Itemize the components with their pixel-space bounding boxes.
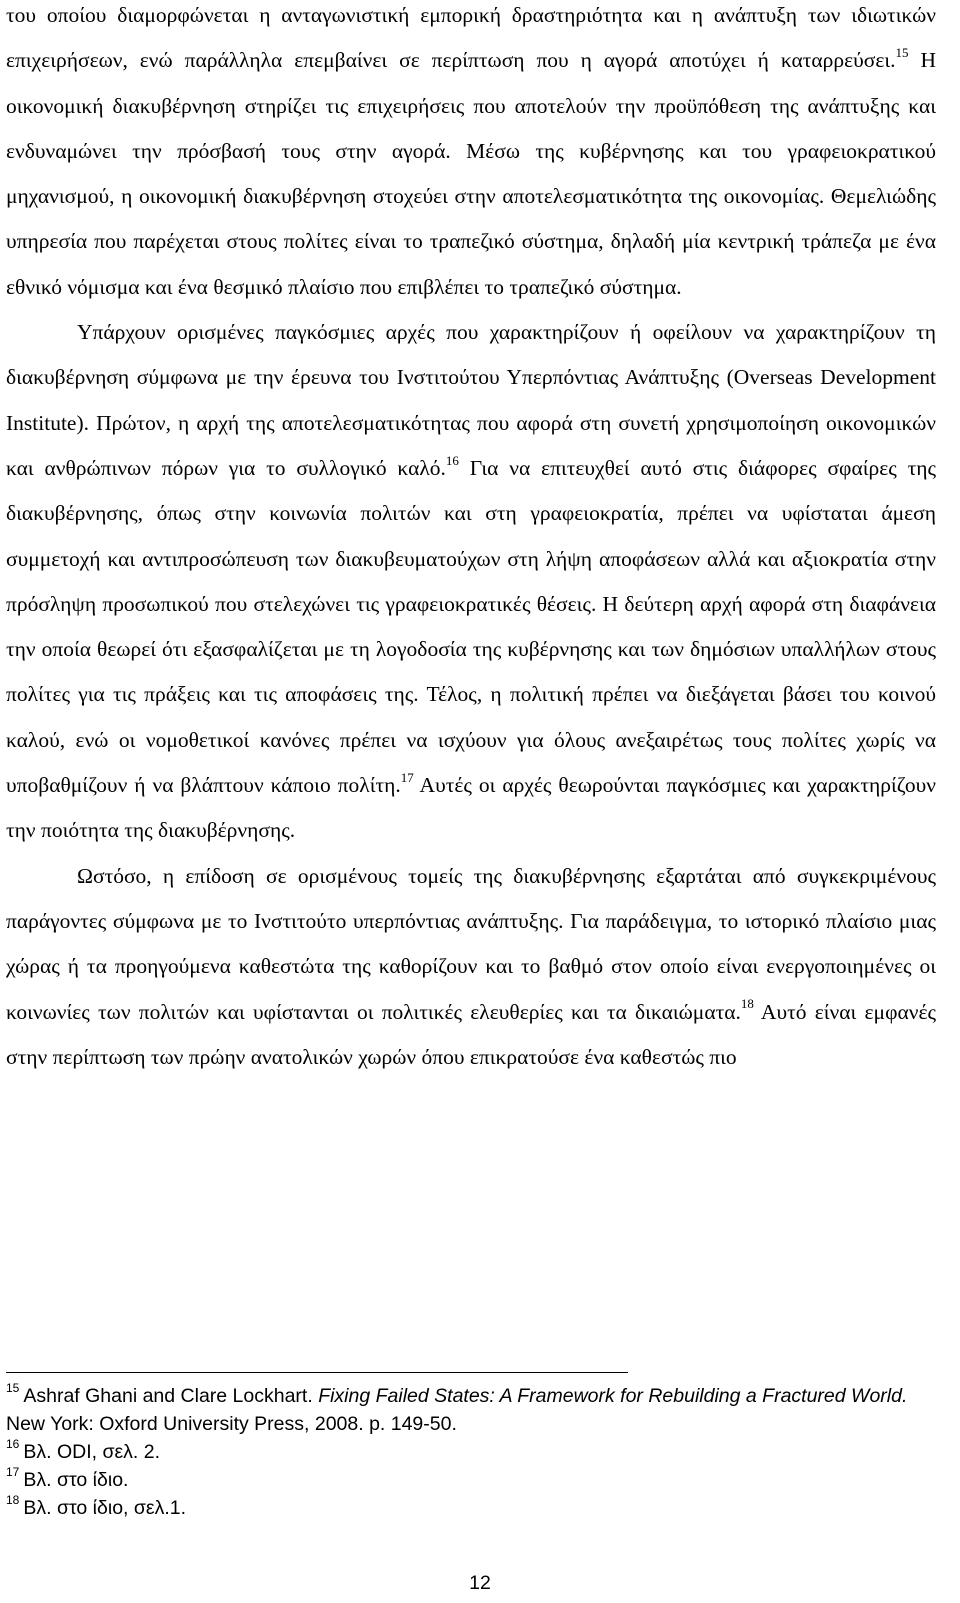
footnote-text: Βλ. ODI, σελ. 2. xyxy=(23,1441,161,1463)
paragraph-2-text-c: Αυτές οι αρχές θεωρούνται παγκόσμιες και χαρακτηρίζουν την ποιότητα της διακυβέρνησης. xyxy=(6,773,936,843)
paragraph-1-text-a: του οποίου διαμορφώνεται η ανταγωνιστική εμπορική δραστηριότητα και η ανάπτυξη των ιδιωτικών επιχειρήσεων, ενώ παράλληλα επεμβαίνει σε περίπτωση που η αγορά αποτύχει ή καταρρεύσει. xyxy=(6,3,936,73)
paragraph-2-text-b: Για να επιτευχθεί αυτό στις διάφορες σφαίρες της διακυβέρνησης, όπως στην κοινωνία πολιτών και στη γραφειοκρατία, πρέπει να υφίσταται άμεση συμμετοχή και αντιπροσώπευση των διακυβευματούχων στη λήψη αποφάσεων αλλά και αξιοκρατία στην πρόσληψη προσωπικού που στελεχώνει τις γραφειοκρατικές θέσεις. Η δεύτερη αρχή αφορά στη διαφάνεια την οποία θεωρεί ότι εξασφαλίζεται με τη λογοδοσία της κυβέρνησης και των δημόσιων υπαλλήλων στους πολίτες για τις πράξεις και τις αποφάσεις της. Τέλος, η πολιτική πρέπει να διεξάγεται βάσει του κοινού καλού, ενώ οι νομοθετικοί κανόνες πρέπει να ισχύουν για όλους ανεξαιρέτως τους πολίτες χωρίς να υποβαθμίζουν ή να βλάπτουν κάποιο πολίτη. xyxy=(6,455,936,798)
paragraph-3-text-a: Ωστόσο, η επίδοση σε ορισμένους τομείς της διακυβέρνησης εξαρτάται από συγκεκριμένους παράγοντες σύμφωνα με το Ινστιτούτο υπερπόντιας ανάπτυξης. Για παράδειγμα, το ιστορικό πλαίσιο μιας χώρας ή τα προηγούμενα καθεστώτα της καθορίζουν και το βαθμό στον οποίο είναι ενεργοποιημένες οι κοινωνίες των πολιτών και υφίστανται οι πολιτικές ελευθερίες και τα δικαιώματα. xyxy=(6,863,936,1024)
footnote-separator xyxy=(6,1372,628,1373)
footnote-publication: New York: Oxford University Press, 2008. p. 149-50. xyxy=(6,1413,457,1435)
footnote-text: Ashraf Ghani and Clare Lockhart. xyxy=(23,1385,319,1407)
footnote-ref-15[interactable]: 15 xyxy=(895,45,909,61)
paragraph-3-text-b: Αυτό είναι εμφανές στην περίπτωση των πρώην ανατολικών χωρών όπου επικρατούσε ένα καθεστώς πιο xyxy=(6,999,937,1069)
body-paragraph-1 xyxy=(6,0,936,310)
paragraph-1-text-b: Η οικονομική διακυβέρνηση στηρίζει τις επιχειρήσεις που αποτελούν την προϋπόθεση της ανάπτυξης και ενδυναμώνει την πρόσβασή τους στην αγορά. Μέσω της κυβέρνησης και του γραφειοκρατικού μηχανισμού, η οικονομική διακυβέρνηση στοχεύει στην αποτελεσματικότητα της οικονομίας. Θεμελιώδης υπηρεσία που παρέχεται στους πολίτες είναι το τραπεζικό σύστημα, δηλαδή μία κεντρική τράπεζα με ένα εθνικό νόμισμα και ένα θεσμικό πλαίσιο που επιβλέπει το τραπεζικό σύστημα. xyxy=(6,48,936,299)
footnote-15 xyxy=(6,1382,936,1438)
footnote-book-title: Fixing Failed States: A Framework for Rebuilding a Fractured World. xyxy=(318,1385,908,1407)
footnote-number: 15 xyxy=(6,1380,20,1395)
footnote-text: Βλ. στο ίδιο, σελ.1. xyxy=(23,1497,187,1519)
paragraph-2-text-a: Υπάρχουν ορισμένες παγκόσμιες αρχές που χαρακτηρίζουν ή οφείλουν να χαρακτηρίζουν τη διακυβέρνηση σύμφωνα με την έρευνα του Ινστιτούτου Υπερπόντιας Ανάπτυξης (Overseas Development Institute). Πρώτον, η αρχή της αποτελεσματικότητας που αφορά στη συνετή χρησιμοποίηση οικονομικών και ανθρώπινων πόρων για το συλλογικό καλό. xyxy=(6,320,936,480)
footnote-number: 16 xyxy=(6,1436,20,1451)
body-paragraph-2 xyxy=(6,310,936,854)
footnote-16 xyxy=(6,1438,936,1466)
body-paragraph-3 xyxy=(6,854,936,1080)
footnote-18 xyxy=(6,1494,936,1522)
footnote-ref-18[interactable]: 18 xyxy=(740,996,754,1012)
page-number: 12 xyxy=(469,1572,491,1594)
footnote-17 xyxy=(6,1466,936,1494)
footnote-text: Βλ. στο ίδιο. xyxy=(23,1469,129,1491)
footnote-ref-16[interactable]: 16 xyxy=(445,452,459,468)
footnote-ref-17[interactable]: 17 xyxy=(400,769,414,785)
footnote-number: 17 xyxy=(6,1464,20,1479)
footnotes xyxy=(6,1382,936,1522)
footnote-number: 18 xyxy=(6,1492,20,1507)
